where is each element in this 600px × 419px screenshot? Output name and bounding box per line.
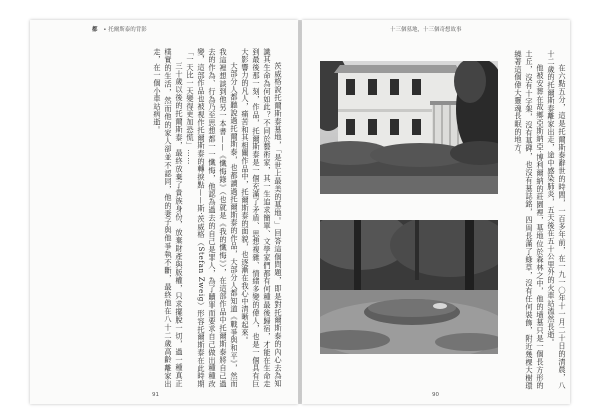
paragraph: 茨威格說托爾斯泰墓地，「是世上最美的墓地。」回答這個問題，即是對托爾斯泰的內心去為知識其生命為何如此？不同於藝術家，其一生追求簡單、文學家們都有何種最後歸宿，才能在生命走到最後那一刻，作品，托爾斯泰是一個充滿了矛盾、思想複雜、情緒多變的偉人，也是一個具有巨大影響力的凡人，痛苦和其相關作品中，托爾斯泰的面貌，也逐漸在我心中清晰起來。	[241, 48, 283, 388]
grave-mound-photo	[320, 220, 498, 354]
left-running-head	[92, 25, 147, 33]
running-head-title: • 托爾斯泰的背影	[103, 27, 147, 33]
paragraph: 在六點五分，這是托爾斯泰辭世的時間，一百多年前，在一九一〇年十一月二十日的清晨，八十二歲的托爾斯泰離家出走，途中感染肺炎，五天後在五十公里外的火車站溘然長逝。	[547, 50, 567, 390]
right-page-number: 90	[432, 392, 439, 398]
left-page	[30, 20, 298, 404]
left-body-text	[72, 48, 284, 388]
paragraph: 三十歲以後的托爾斯泰，最終放棄了貴族身份，放棄財產與版權，只求擺脫一切，過一種真正樸實的生活，然而他的家人卻並不認同，他的妻子與他爭執不斷，最終他在八十二歲高齡離家出走，在一個小車站病逝。	[153, 48, 184, 388]
paragraph: 他被安葬在故鄉亞斯納亞·博利爾納的莊園裡，墓地位於森林之中，他的墳墓只是一個長方形的土丘，沒有十字架，沒有墓碑，也沒有墓誌銘，四周長滿了綠草，沒有任何裝飾，附近幾棵大樹環繞著這個偉大靈魂長眠的地方。	[514, 50, 545, 390]
right-running-head: 十三個墓地，十三個奇想故事	[390, 27, 462, 33]
paragraph: 大部分人都聽說過托爾斯泰，也都讀過托爾斯泰的作品，大部分人都知道《戰爭與和平》，然而我這裡想談到他另一本書——《懺悔錄》（也就是《我的懺悔》），在這部作品中托爾斯泰將自己過去的作為、行為乃至思想都一一懺悔，他認為過去的自己是罪人，為了贖罪而要求自己做出種種改變，這部作品也被視作托爾斯泰的轉捩點——斯·茨威格（Stefan Zweig）形容托爾斯泰在此時期「一天比一天變得更加恐慌」……	[186, 48, 239, 388]
left-page-number: 91	[152, 392, 159, 398]
right-body-text	[493, 50, 568, 390]
running-head-tag: 都	[92, 27, 98, 33]
right-page	[302, 20, 570, 404]
manor-house-photo	[320, 61, 498, 194]
